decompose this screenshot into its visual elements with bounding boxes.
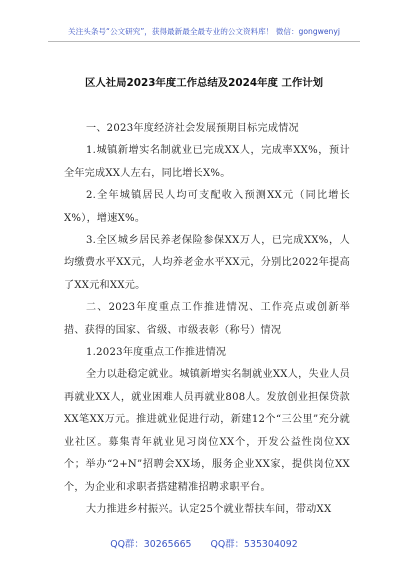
subsection-heading: 1.2023年度重点工作推进情况	[86, 347, 227, 359]
document-title: 区人社局2023年度工作总结及2024年度 工作计划	[84, 77, 324, 89]
paragraph: 1.城镇新增实名制就业已完成XX人，完成率XX%，预计全年完成XX人左右，同比增长X%。	[64, 145, 350, 179]
document-body	[64, 118, 350, 521]
footer-links	[0, 536, 408, 550]
paragraph: 2.全年城镇居民人均可支配收入预测XX元（同比增长X%），增速X%。	[64, 190, 350, 224]
header-divider	[48, 41, 360, 42]
section-heading-1: 一、2023年度经济社会发展预期目标完成情况	[86, 123, 299, 134]
paragraph: 3.全区城乡居民养老保险参保XX万人，已完成XX%，人均缴费水平XX元，人均养老金水平XX元，分别比2022年提高了XX元和XX元。	[64, 235, 350, 291]
paragraph: 全力以赴稳定就业。城镇新增实名制就业XX人，失业人员再就业XX人，就业困难人员再就业808人。发放创业担保贷款XX笔XX万元。推进就业促进行动，新建12个“三公里”充分就业社区。募集青年就业见习岗位XX个，开发公益性岗位XX个；举办“2+N”招聘会XX场，服务企业XX家，提供岗位XX个，为企业和求职者搭建精准招聘求职平台。	[64, 369, 350, 493]
section-heading-2: 二、2023年度重点工作推进情况、工作亮点或创新举措、获得的国家、省级、市级表彰（称号）情况	[64, 302, 350, 336]
qq-group-link-2[interactable]: QQ群：535304092	[210, 539, 298, 550]
qq-group-link-1[interactable]: QQ群：30265665	[110, 539, 192, 550]
header-banner: 关注头条号“公文研究”，获得最新最全最专业的公文资料库！ 微信：gongwenyj	[68, 27, 340, 36]
paragraph: 大力推进乡村振兴。认定25个就业帮扶车间，带动XX	[86, 503, 332, 515]
